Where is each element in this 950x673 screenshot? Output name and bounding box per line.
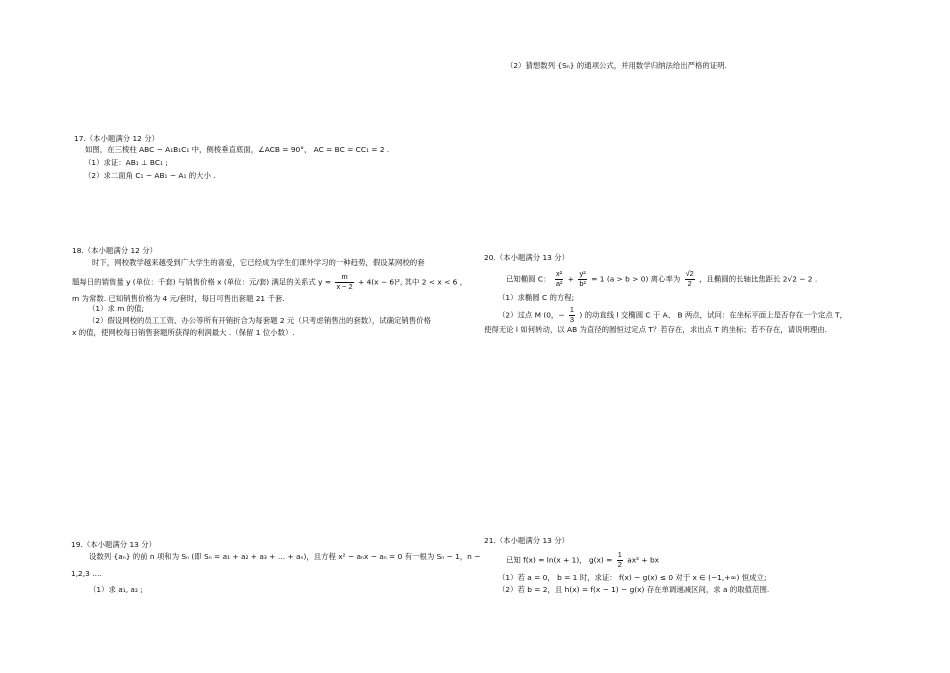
p20-frac-ecc-num: √2: [685, 269, 694, 278]
p17-part1: （1）求证：AB₁ ⊥ BC₁ ;: [84, 158, 168, 167]
p21-line1: [506, 551, 659, 570]
p20-frac-ecc: [685, 270, 695, 289]
p19-line1: 设数列 {aₙ} 的前 n 项和为 Sₙ (即 Sₙ = a₁ + a₂ + a₃ + … + aₙ)，且方程 x² − aₙx − aₙ = 0 有一根为 Sₙ − 1，n −: [89, 552, 481, 561]
p16-part2: （2）猜想数列 {Sₙ} 的通项公式，并用数学归纳法给出严格的证明.: [506, 61, 727, 70]
p21-frac-half-num: 1: [617, 550, 622, 559]
p18-line2: [72, 273, 462, 292]
p18-part2b: x 的值，使网校每日销售套题所获得的利润最大 .（保留 1 位小数）.: [72, 328, 295, 337]
p20-frac-ecc-den: 2: [687, 278, 692, 288]
p18-frac-den: x − 2: [336, 281, 353, 291]
p20-part2b: 使得无论 l 如何转动，以 AB 为直径的圆恒过定点 T？若存在，求出点 T 的坐标；若不存在，请说明理由.: [484, 325, 828, 334]
p19-line2: 1,2,3 ….: [71, 569, 102, 578]
p20-frac-y: [578, 270, 587, 289]
p20-part2-pre: （2）过点 M (0，−: [498, 310, 565, 320]
p21-line1-pre: 已知 f(x) = ln(x + 1)， g(x) =: [506, 555, 613, 565]
p20-part1: （1）求椭圆 C 的方程;: [498, 293, 575, 302]
p20-frac-x-num: x²: [556, 269, 563, 278]
p18-frac-num: m: [335, 273, 353, 283]
p20-frac-third: [569, 306, 575, 325]
p20-plus: +: [567, 274, 574, 284]
p20-frac-x-den: a²: [555, 278, 563, 288]
p19-part1: （1）求 a₁, a₂ ;: [89, 585, 143, 594]
p21-frac-half: [617, 551, 623, 570]
p20-line1-pre: 已知椭圆 C：: [506, 274, 551, 284]
p20-frac-x: [555, 270, 564, 289]
p20-frac-y-den: b²: [579, 278, 586, 288]
p18-line2-post: + 4(x − 6)², 其中 2 < x < 6 ,: [358, 277, 463, 287]
p18-part1: （1）求 m 的值;: [88, 304, 145, 313]
p17-part2: （2）求二面角 C₁ − AB₁ − A₁ 的大小 .: [84, 171, 216, 180]
p19-heading: 19.（本小题满分 13 分）: [71, 540, 156, 549]
p17-stem: 如图，在三棱柱 ABC − A₁B₁C₁ 中，侧棱垂直底面，∠ACB = 90°， AC = BC = CC₁ = 2 .: [85, 145, 390, 154]
p18-line1: 时下，网校教学越来越受到广大学生的喜爱，它已经成为学生们课外学习的一种趋势，假设某网校的套: [92, 258, 425, 267]
p17-heading: 17.（本小题满分 12 分）: [74, 134, 159, 143]
p18-line3: m 为常数. 已知销售价格为 4 元/套时，每日可售出套题 21 千套.: [72, 294, 285, 303]
p18-part2a: （2）假设网校的员工工资、办公等所有开销折合为每套题 2 元（只考虑销售出的套数），试确定销售价格: [88, 316, 431, 325]
p20-line1-post: ，且椭圆的长轴比焦距长 2√2 − 2 .: [699, 274, 818, 284]
p20-part2-post: ) 的动直线 l 交椭圆 C 于 A、 B 两点，试问：在坐标平面上是否存在一个定点 T，: [579, 310, 847, 320]
p20-line1: [506, 270, 817, 289]
p20-frac-third-den: 3: [569, 314, 574, 324]
p18-heading: 18.（本小题满分 12 分）: [72, 246, 157, 255]
p20-line1-mid: = 1 (a > b > 0) 离心率为: [591, 274, 681, 284]
p18-line2-pre: 题每日的销售量 y (单位：千套) 与销售价格 x (单位：元/套) 满足的关系式 y =: [72, 277, 332, 287]
p21-part1: （1）若 a = 0， b = 1 时，求证： f(x) − g(x) ≤ 0 对于 x ∈ (−1,+∞) 恒成立;: [498, 573, 767, 582]
p21-heading: 21.（本小题满分 13 分）: [484, 536, 569, 545]
p21-part2: （2）若 b = 2，且 h(x) = f(x − 1) − g(x) 存在单调递减区间，求 a 的取值范围.: [498, 585, 770, 594]
p20-part2: [498, 306, 847, 325]
p20-heading: 20.（本小题满分 13 分）: [484, 253, 569, 262]
p18-fraction: [335, 273, 353, 292]
p21-line1-post: ax² + bx: [627, 555, 660, 565]
p20-frac-third-num: 1: [569, 305, 574, 314]
p21-frac-half-den: 2: [617, 559, 622, 569]
p20-frac-y-num: y²: [579, 269, 586, 278]
